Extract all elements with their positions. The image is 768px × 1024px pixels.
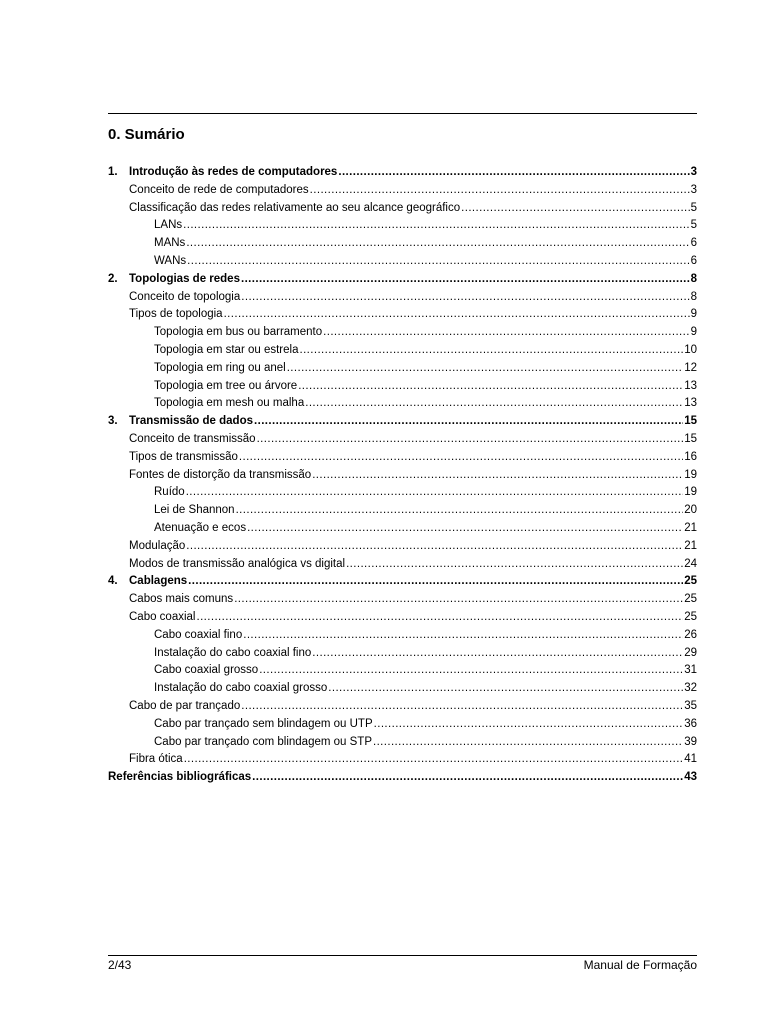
toc-entry-label: [154, 502, 235, 520]
dot-leader: [312, 645, 683, 663]
toc-entry[interactable]: [108, 716, 697, 734]
toc-entry-page: 6: [690, 254, 697, 267]
toc-entry[interactable]: [108, 680, 697, 698]
dot-leader: [305, 395, 683, 413]
toc-entry-page: 15: [684, 432, 697, 445]
toc-entry-page: 20: [684, 504, 697, 517]
toc-entry-label: [129, 182, 309, 200]
toc-entry-text: Classificação das redes relativamente ao seu alcance geográfico: [129, 201, 461, 214]
dot-leader: [187, 253, 689, 271]
toc-entry-label: [154, 680, 327, 698]
toc-entry-text: Topologias de redes: [129, 272, 240, 285]
footer-rule: [108, 955, 697, 956]
toc-entry-page: 31: [684, 664, 697, 677]
toc-entry-text: Fontes de distorção da transmissão: [129, 468, 312, 481]
toc-entry[interactable]: [108, 484, 697, 502]
toc-entry-label: [154, 716, 373, 734]
toc-entry[interactable]: [108, 413, 697, 431]
toc-entry-page: 29: [684, 646, 697, 659]
toc-entry-page: 9: [690, 326, 697, 339]
toc-entry[interactable]: [108, 200, 697, 218]
toc-entry-page: 9: [690, 308, 697, 321]
toc-entry-label: [154, 662, 258, 680]
toc-entry-label: [154, 520, 246, 538]
toc-entry-label: [129, 306, 223, 324]
toc-entry-label: [129, 289, 240, 307]
toc-entry[interactable]: [108, 378, 697, 396]
toc-entry-page: 15: [684, 415, 697, 428]
toc-entry-page: 6: [690, 237, 697, 250]
toc-entry-page: 13: [684, 379, 697, 392]
dot-leader: [461, 200, 689, 218]
toc-entry-text: Transmissão de dados: [129, 415, 253, 428]
toc-entry[interactable]: [108, 289, 697, 307]
dot-leader: [196, 609, 683, 627]
dot-leader: [346, 556, 683, 574]
dot-leader: [247, 520, 683, 538]
toc-entry[interactable]: [108, 467, 697, 485]
document-title: Manual de Formação: [583, 958, 697, 972]
toc-entry-page: 43: [684, 771, 697, 784]
toc-entry-page: 36: [684, 717, 697, 730]
toc-entry-label: [154, 734, 372, 752]
dot-leader: [241, 698, 683, 716]
dot-leader: [186, 235, 689, 253]
toc-entry[interactable]: [108, 324, 697, 342]
toc-entry[interactable]: [108, 769, 697, 787]
dot-leader: [241, 271, 690, 289]
toc-entry-label: [154, 645, 311, 663]
toc-entry[interactable]: [108, 431, 697, 449]
toc-entry-label: [129, 591, 233, 609]
toc-entry[interactable]: [108, 591, 697, 609]
toc-entry-text: Topologia em tree ou árvore: [154, 379, 298, 392]
toc-entry-label: [129, 751, 183, 769]
toc-entry[interactable]: [108, 662, 697, 680]
dot-leader: [241, 289, 689, 307]
toc-entry-text: Lei de Shannon: [154, 504, 235, 517]
toc-entry-page: 26: [684, 628, 697, 641]
toc-entry[interactable]: [108, 502, 697, 520]
toc-entry[interactable]: [108, 360, 697, 378]
toc-entry-label: [154, 484, 185, 502]
dot-leader: [298, 378, 683, 396]
toc-entry-label: [154, 378, 297, 396]
dot-leader: [287, 360, 684, 378]
toc-entry-page: 25: [684, 575, 697, 588]
toc-entry[interactable]: [108, 751, 697, 769]
dot-leader: [243, 627, 683, 645]
dot-leader: [328, 680, 683, 698]
toc-entry-text: Conceito de topologia: [129, 290, 241, 303]
toc-entry-text: WANs: [154, 254, 187, 267]
toc-entry-label: [108, 573, 187, 591]
toc-entry-label: [129, 431, 256, 449]
toc-entry-number: 1.: [108, 166, 118, 178]
toc-entry[interactable]: [108, 573, 697, 591]
toc-entry-page: 24: [684, 557, 697, 570]
toc-entry-text: Modulação: [129, 539, 186, 552]
dot-leader: [234, 591, 683, 609]
toc-entry[interactable]: [108, 395, 697, 413]
toc-entry-label: [154, 324, 322, 342]
toc-entry-number: 4.: [108, 575, 118, 588]
dot-leader: [183, 217, 689, 235]
toc-entry-label: [154, 342, 298, 360]
toc-entry-label: [154, 217, 182, 235]
toc-entry-text: Cabo par trançado com blindagem ou STP: [154, 735, 372, 748]
dot-leader: [252, 769, 683, 787]
toc-entry-text: LANs: [154, 219, 183, 232]
dot-leader: [299, 342, 683, 360]
toc-entry-text: Cablagens: [129, 575, 188, 588]
toc-entry[interactable]: [108, 253, 697, 271]
toc-entry-text: Cabo coaxial grosso: [154, 664, 259, 677]
dot-leader: [186, 538, 683, 556]
dot-leader: [254, 413, 683, 431]
toc-entry-page: 19: [684, 468, 697, 481]
toc-entry-label: [108, 164, 337, 182]
toc-entry-page: 39: [684, 735, 697, 748]
toc-entry-page: 12: [684, 361, 697, 374]
toc-entry[interactable]: [108, 449, 697, 467]
toc-entry-text: Conceito de rede de computadores: [129, 183, 309, 196]
toc-entry-page: 10: [684, 343, 697, 356]
table-of-contents: [108, 164, 697, 787]
toc-entry-label: [129, 467, 311, 485]
toc-entry-page: 16: [684, 450, 697, 463]
toc-entry[interactable]: [108, 609, 697, 627]
toc-entry[interactable]: [108, 271, 697, 289]
toc-entry-label: [129, 538, 185, 556]
toc-entry-text: Instalação do cabo coaxial fino: [154, 646, 312, 659]
toc-entry-label: [129, 609, 195, 627]
toc-entry-text: Tipos de transmissão: [129, 450, 238, 463]
toc-entry-label: [129, 698, 240, 716]
toc-entry-page: 25: [684, 610, 697, 623]
toc-entry-page: 3: [690, 166, 697, 178]
toc-entry-text: MANs: [154, 237, 186, 250]
toc-entry-text: Cabos mais comuns: [129, 593, 234, 606]
toc-entry[interactable]: [108, 164, 697, 182]
toc-entry-number: 2.: [108, 272, 118, 285]
toc-entry-page: 8: [690, 272, 697, 285]
toc-entry[interactable]: [108, 734, 697, 752]
toc-entry-text: Modos de transmissão analógica vs digital: [129, 557, 346, 570]
toc-entry-label: [154, 360, 286, 378]
toc-entry[interactable]: [108, 520, 697, 538]
toc-entry-page: 8: [690, 290, 697, 303]
toc-entry-text: Conceito de transmissão: [129, 432, 256, 445]
toc-entry-text: Referências bibliográficas: [108, 771, 252, 784]
toc-entry-page: 19: [684, 486, 697, 499]
toc-entry-text: Topologia em ring ou anel: [154, 361, 286, 374]
dot-leader: [186, 484, 684, 502]
page-number: 2/43: [108, 958, 132, 972]
dot-leader: [323, 324, 689, 342]
toc-entry-label: [129, 449, 238, 467]
toc-entry-page: 13: [684, 397, 697, 410]
toc-entry[interactable]: [108, 627, 697, 645]
dot-leader: [310, 182, 690, 200]
toc-entry-page: 21: [684, 539, 697, 552]
toc-entry-page: 35: [684, 699, 697, 712]
toc-entry-text: Topologia em bus ou barramento: [154, 326, 323, 339]
toc-entry-label: [129, 556, 345, 574]
toc-entry-text: Topologia em mesh ou malha: [154, 397, 305, 410]
toc-entry-text: Cabo coaxial fino: [154, 628, 243, 641]
dot-leader: [236, 502, 684, 520]
dot-leader: [188, 573, 683, 591]
toc-entry-label: [154, 395, 304, 413]
toc-entry[interactable]: [108, 306, 697, 324]
toc-entry[interactable]: [108, 645, 697, 663]
toc-entry-text: Cabo de par trançado: [129, 699, 241, 712]
dot-leader: [374, 716, 684, 734]
dot-leader: [239, 449, 683, 467]
toc-entry-label: [108, 769, 251, 787]
toc-entry-label: [154, 235, 185, 253]
dot-leader: [257, 431, 684, 449]
toc-entry-page: 21: [684, 521, 697, 534]
toc-entry-text: Atenuação e ecos: [154, 521, 247, 534]
header-rule: [108, 113, 697, 114]
toc-entry-page: 5: [690, 201, 697, 214]
toc-entry-text: Introdução às redes de computadores: [129, 166, 338, 178]
toc-entry-text: Tipos de topologia: [129, 308, 223, 321]
toc-entry[interactable]: [108, 342, 697, 360]
toc-entry[interactable]: [108, 235, 697, 253]
toc-entry-label: [154, 253, 186, 271]
toc-entry-page: 32: [684, 682, 697, 695]
dot-leader: [259, 662, 683, 680]
dot-leader: [224, 306, 690, 324]
toc-entry-label: [108, 413, 253, 431]
page-title: 0. Sumário: [108, 126, 185, 143]
toc-entry-text: Cabo coaxial: [129, 610, 196, 623]
toc-entry-label: [154, 627, 242, 645]
toc-entry-text: Instalação do cabo coaxial grosso: [154, 682, 328, 695]
toc-entry[interactable]: [108, 698, 697, 716]
toc-entry[interactable]: [108, 538, 697, 556]
toc-entry-label: [129, 200, 460, 218]
toc-entry-number: 3.: [108, 415, 118, 428]
dot-leader: [312, 467, 683, 485]
toc-entry-page: 25: [684, 593, 697, 606]
toc-entry-label: [108, 271, 240, 289]
toc-entry-text: Cabo par trançado sem blindagem ou UTP: [154, 717, 373, 730]
toc-entry-text: Ruído: [154, 486, 185, 499]
toc-entry-page: 5: [690, 219, 697, 232]
dot-leader: [184, 751, 684, 769]
toc-entry[interactable]: [108, 217, 697, 235]
toc-entry-page: 3: [690, 183, 697, 196]
toc-entry[interactable]: [108, 182, 697, 200]
toc-entry-text: Fibra ótica: [129, 753, 183, 766]
toc-entry-page: 41: [684, 753, 697, 766]
dot-leader: [338, 164, 689, 182]
toc-entry-text: Topologia em star ou estrela: [154, 343, 299, 356]
dot-leader: [373, 734, 683, 752]
toc-entry[interactable]: [108, 556, 697, 574]
